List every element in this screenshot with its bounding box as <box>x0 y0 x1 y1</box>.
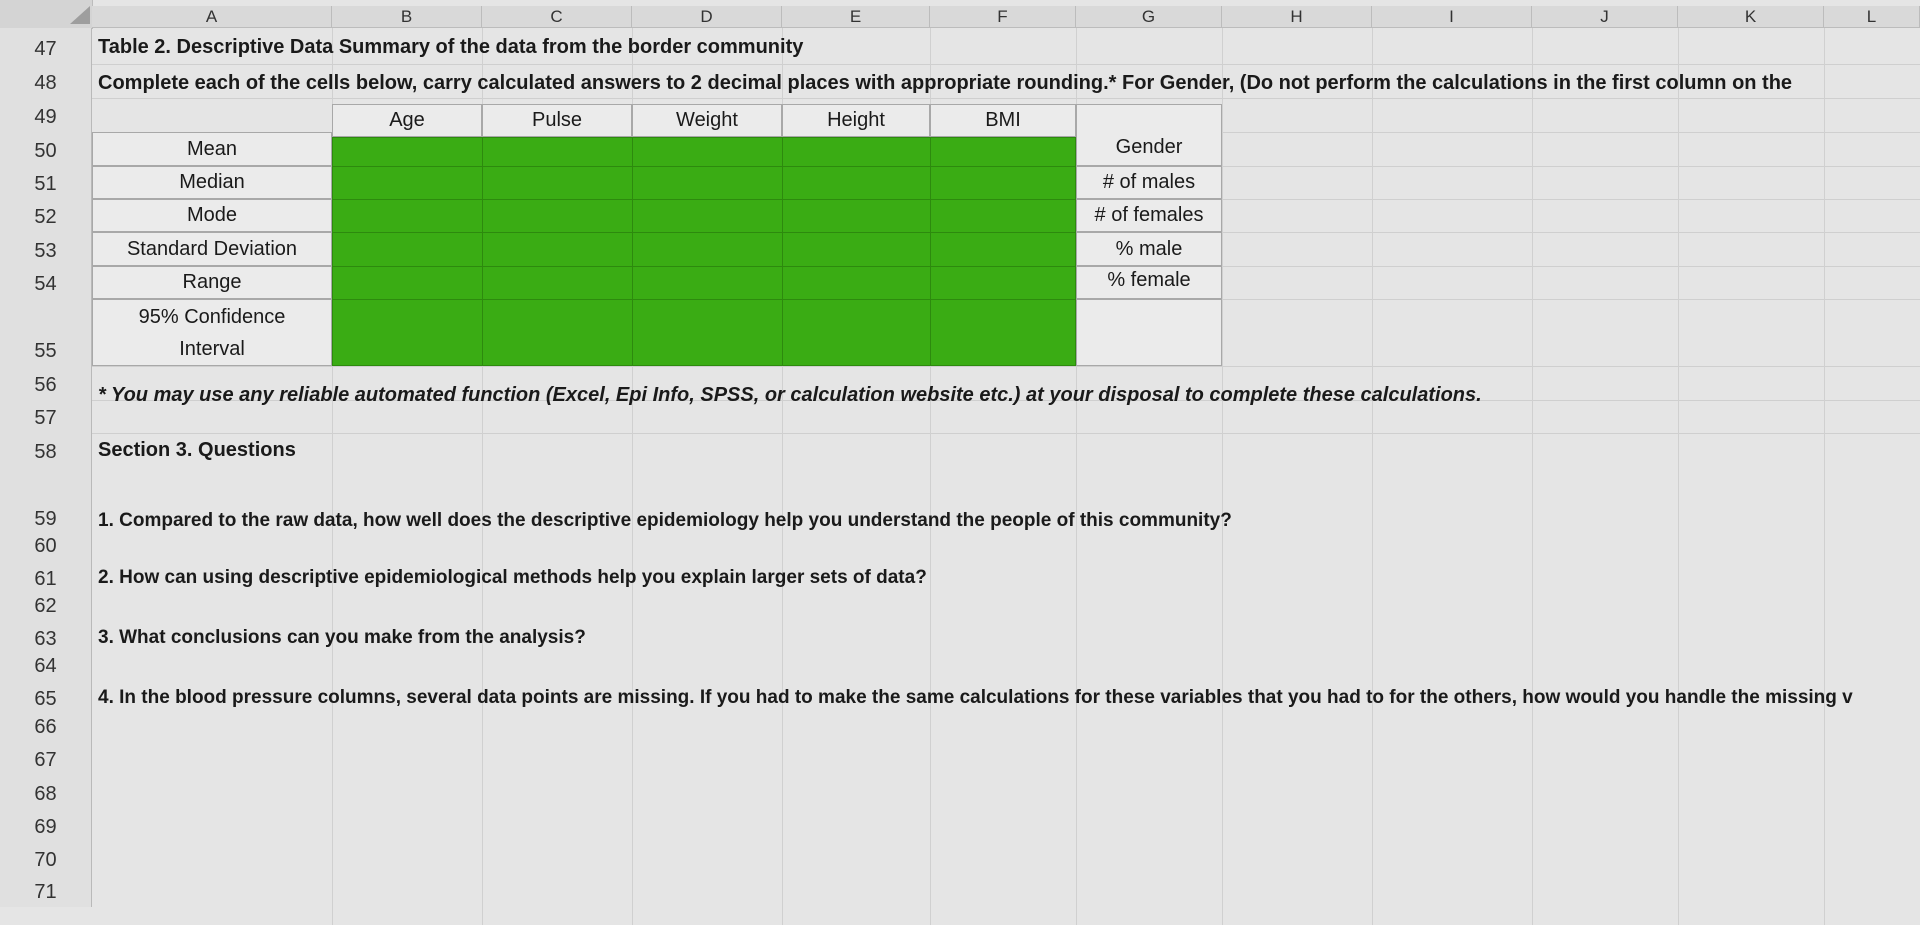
col-header-e[interactable]: E <box>782 6 930 28</box>
stat-label-ci-line1: 95% Confidence <box>138 305 286 328</box>
header-bmi[interactable]: BMI <box>930 104 1076 137</box>
question-4: 4. In the blood pressure columns, several data points are missing. If you had to make the same calculations for these variables that you had to for the others, how would you handle the missing v <box>98 687 1853 708</box>
row-header-50[interactable]: 50 <box>0 132 92 166</box>
row-header-58[interactable]: 58 <box>0 433 92 467</box>
col-header-h[interactable]: H <box>1222 6 1372 28</box>
height-cells[interactable] <box>782 137 930 366</box>
row-header-59[interactable]: 59 <box>0 467 92 534</box>
col-header-i[interactable]: I <box>1372 6 1532 28</box>
row-header-55[interactable]: 55 <box>0 299 92 366</box>
gender-pct-male[interactable]: % male <box>1076 232 1222 266</box>
pulse-cells[interactable] <box>482 137 632 366</box>
gender-pct-female[interactable]: % female <box>1076 266 1222 299</box>
row-header-60[interactable]: 60 <box>0 534 92 561</box>
col-header-j[interactable]: J <box>1532 6 1678 28</box>
question-3: 3. What conclusions can you make from the analysis? <box>98 627 586 648</box>
gender-header[interactable]: Gender <box>1076 104 1222 166</box>
table-title: Table 2. Descriptive Data Summary of the data from the border community <box>98 36 804 58</box>
row-header-56[interactable]: 56 <box>0 366 92 400</box>
col-header-f[interactable]: F <box>930 6 1076 28</box>
gender-females[interactable]: # of females <box>1076 199 1222 232</box>
question-1: 1. Compared to the raw data, how well does the descriptive epidemiology help you understand the people of this community? <box>98 510 1232 531</box>
instructions-text: Complete each of the cells below, carry calculated answers to 2 decimal places with appropriate rounding.* For Gender, (Do not perform the calculations in the first column on the <box>98 72 1793 94</box>
row-header-53[interactable]: 53 <box>0 232 92 266</box>
row-header-68[interactable]: 68 <box>0 775 92 809</box>
gender-empty-cell[interactable] <box>1076 299 1222 366</box>
age-cells[interactable] <box>332 137 482 366</box>
header-pulse[interactable]: Pulse <box>482 104 632 137</box>
row-header-54[interactable]: 54 <box>0 266 92 299</box>
question-2: 2. How can using descriptive epidemiological methods help you explain larger sets of data? <box>98 567 927 588</box>
row-header-51[interactable]: 51 <box>0 166 92 199</box>
row-header-48[interactable]: 48 <box>0 64 92 98</box>
col-header-c[interactable]: C <box>482 6 632 28</box>
col-header-k[interactable]: K <box>1678 6 1824 28</box>
row-header-52[interactable]: 52 <box>0 199 92 232</box>
col-header-a[interactable]: A <box>92 6 332 28</box>
gender-males[interactable]: # of males <box>1076 166 1222 199</box>
stat-label-mean[interactable]: Mean <box>92 132 332 166</box>
stat-label-mode[interactable]: Mode <box>92 199 332 232</box>
stat-label-median[interactable]: Median <box>92 166 332 199</box>
col-header-g[interactable]: G <box>1076 6 1222 28</box>
row-header-64[interactable]: 64 <box>0 654 92 681</box>
row-header-70[interactable]: 70 <box>0 842 92 875</box>
footnote-text: * You may use any reliable automated function (Excel, Epi Info, SPSS, or calculation website etc.) at your disposal to complete these calculations. <box>98 384 1482 406</box>
select-all-icon <box>70 6 90 24</box>
header-height[interactable]: Height <box>782 104 930 137</box>
row-header-57[interactable]: 57 <box>0 400 92 433</box>
row-header-69[interactable]: 69 <box>0 809 92 842</box>
row-header-71[interactable]: 71 <box>0 875 92 907</box>
col-header-l[interactable]: L <box>1824 6 1920 28</box>
row-header-66[interactable]: 66 <box>0 714 92 742</box>
stat-label-confidence-interval[interactable] <box>92 299 332 366</box>
col-header-d[interactable]: D <box>632 6 782 28</box>
bmi-cells[interactable] <box>930 137 1076 366</box>
section-title: Section 3. Questions <box>98 439 296 461</box>
header-age[interactable]: Age <box>332 104 482 137</box>
row-header-49[interactable]: 49 <box>0 98 92 132</box>
row-header-62[interactable]: 62 <box>0 594 92 621</box>
stat-label-range[interactable]: Range <box>92 266 332 299</box>
row-header-65[interactable]: 65 <box>0 681 92 714</box>
select-all-corner[interactable] <box>0 0 93 29</box>
row-header-47[interactable]: 47 <box>0 28 92 64</box>
header-weight[interactable]: Weight <box>632 104 782 137</box>
row-header-67[interactable]: 67 <box>0 742 92 775</box>
col-header-b[interactable]: B <box>332 6 482 28</box>
stat-label-standard-deviation[interactable]: Standard Deviation <box>92 232 332 266</box>
stat-label-ci-line2: Interval <box>179 337 245 360</box>
row-header-61[interactable]: 61 <box>0 561 92 594</box>
row-header-63[interactable]: 63 <box>0 621 92 654</box>
weight-cells[interactable] <box>632 137 782 366</box>
